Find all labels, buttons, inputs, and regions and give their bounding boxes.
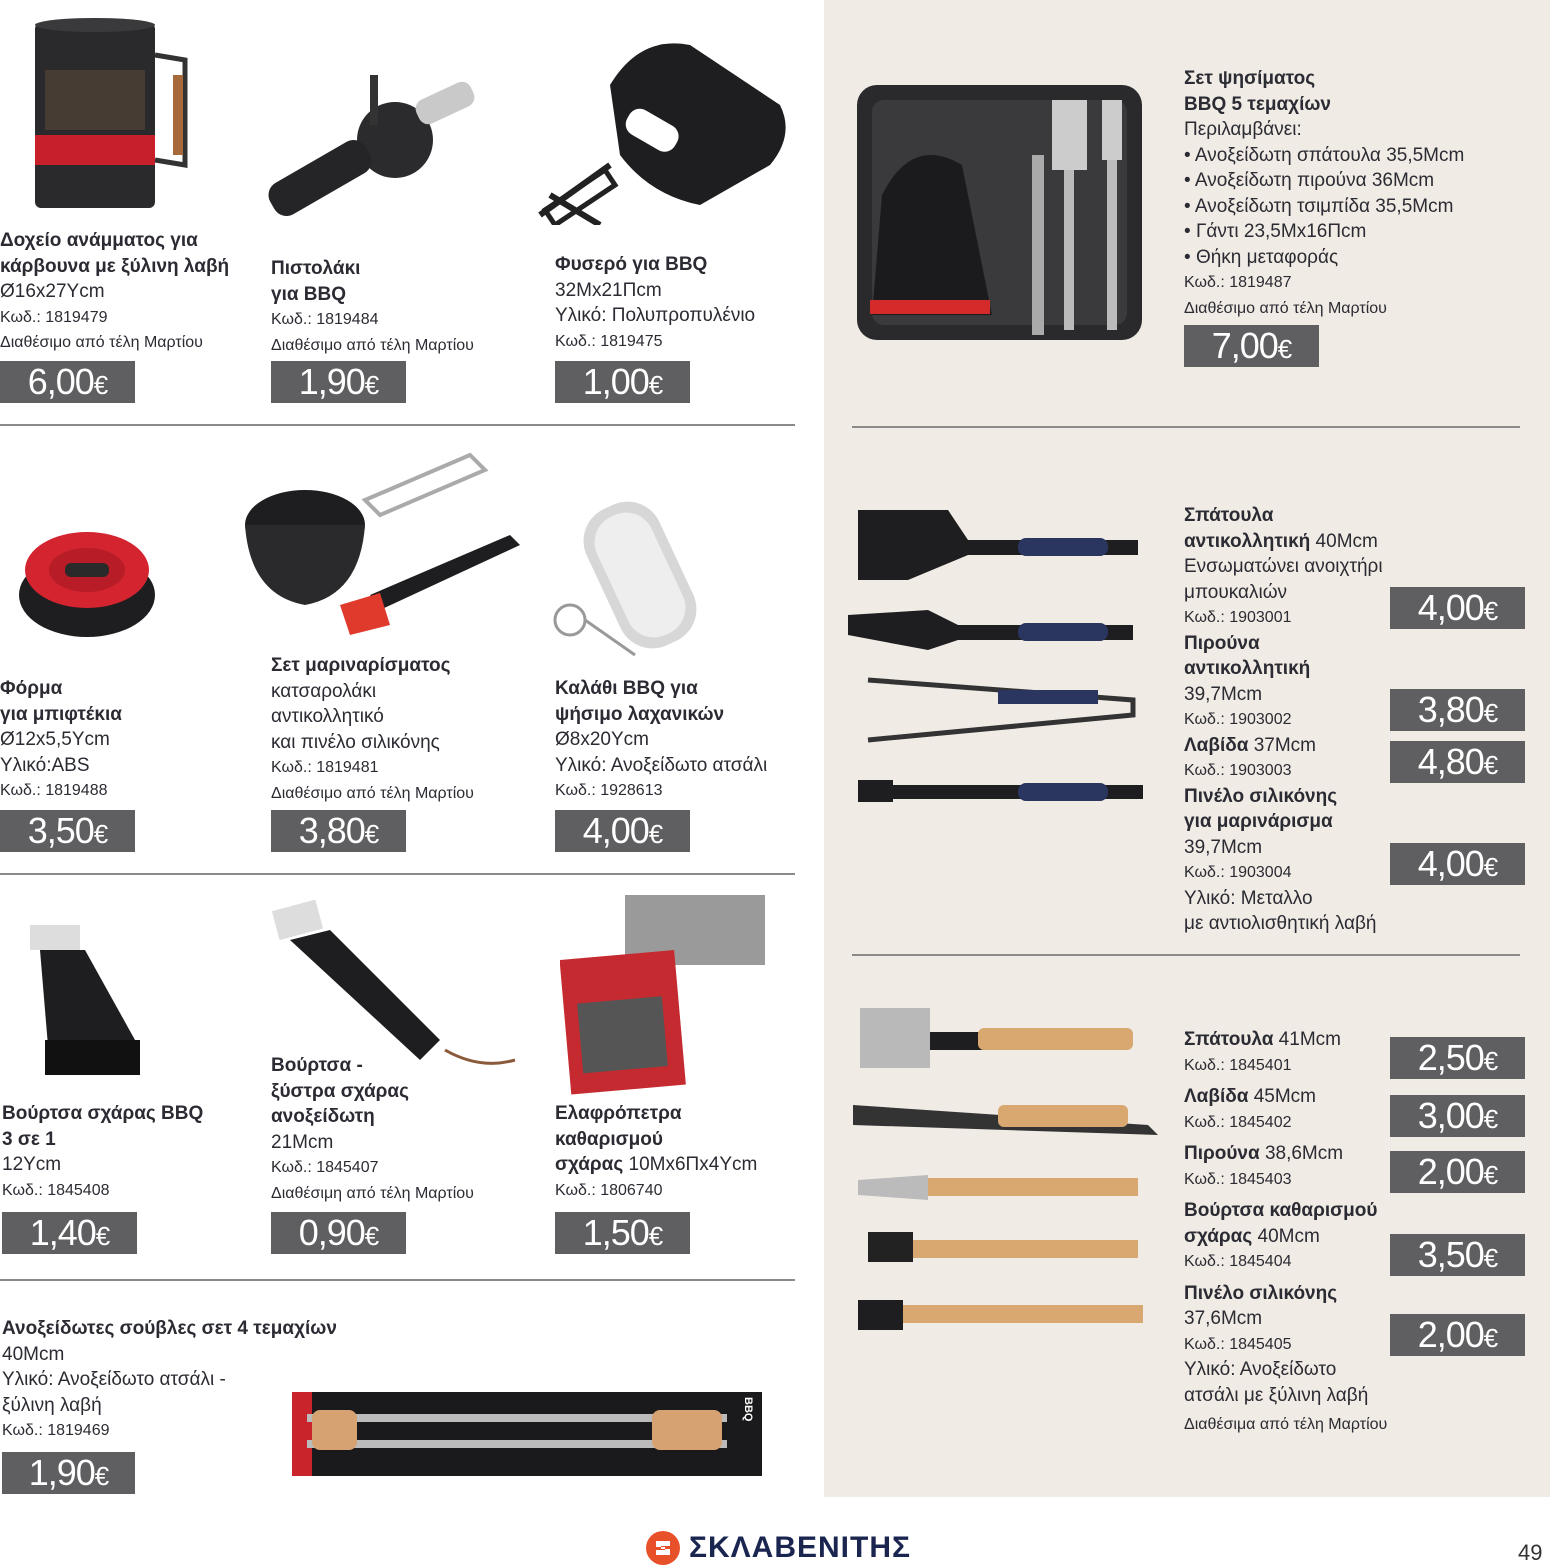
product-detail: 45Mcm [1248, 1086, 1317, 1107]
product-text-marinade-set [271, 653, 474, 806]
product-code: Κωδ.: 1845407 [271, 1159, 379, 1176]
price-tag: 4,00€ [1390, 587, 1525, 629]
pumice-stone-image [560, 890, 770, 1095]
availability-note: Διαθέσιμο από τέλη Μαρτίου [1184, 299, 1387, 317]
set-item: • Θήκη μεταφοράς [1184, 246, 1339, 268]
price-tag: 4,00€ [555, 810, 690, 852]
set-item: • Γάντι 23,5Mx16Πcm [1184, 221, 1367, 242]
product-text-grill-brush-3in1 [2, 1101, 203, 1203]
product-title-line: Σετ ψησίματος [1184, 68, 1316, 89]
product-title-line: Πινέλο σιλικόνης [1184, 1282, 1338, 1304]
product-title-line: Πιστολάκι [271, 258, 361, 279]
product-detail: 21Mcm [271, 1131, 334, 1153]
product-title-line: Σετ μαριναρίσματος [271, 655, 451, 676]
product-code: Κωδ.: 1845401 [1184, 1056, 1292, 1074]
price-tag: 4,00€ [1390, 843, 1525, 885]
price-tag: 1,90€ [271, 361, 406, 403]
product-detail: Υλικό: Ανοξείδωτο [1184, 1359, 1337, 1380]
product-code: Κωδ.: 1819469 [2, 1422, 110, 1439]
product-title-line: καθαρισμού [555, 1128, 663, 1150]
product-detail: αντικολλητικό [271, 706, 384, 727]
divider [852, 954, 1520, 956]
product-title-line: Ελαφρόπετρα [555, 1103, 682, 1124]
product-detail: Ø8x20Ycm [555, 729, 649, 750]
product-title-line: Βούρτσα καθαρισμού [1184, 1200, 1378, 1221]
price-tag: 2,00€ [1390, 1151, 1525, 1193]
product-text-chimney [0, 228, 229, 356]
product-title-line: ξύστρα σχάρας [271, 1080, 409, 1102]
bbq-set-case-image [852, 75, 1147, 345]
product-detail: 12Ycm [2, 1154, 62, 1175]
product-code: Κωδ.: 1903002 [1184, 711, 1292, 728]
product-detail: με αντιολισθητική λαβή [1184, 913, 1377, 934]
burger-press-image [15, 515, 165, 640]
blower-image [255, 70, 485, 230]
product-detail: 40Mcm [2, 1343, 65, 1365]
product-code: Κωδ.: 1819481 [271, 759, 379, 776]
price-tag: 3,80€ [1390, 689, 1525, 731]
product-code: Κωδ.: 1819479 [0, 308, 108, 326]
product-title-line: Ανοξείδωτες σούβλες σετ 4 τεμαχίων [2, 1318, 337, 1339]
price-tag: 2,50€ [1390, 1037, 1525, 1079]
set-item: • Ανοξείδωτη τσιμπίδα 35,5Mcm [1184, 195, 1454, 217]
product-text-pumice [555, 1101, 757, 1203]
availability-note: Διαθέσιμα από τέλη Μαρτίου [1184, 1416, 1388, 1433]
product-title-line: Πιρούνα [1184, 632, 1260, 654]
price-tag: 2,00€ [1390, 1314, 1525, 1356]
product-title-line: Βούρτσα σχάρας BBQ [2, 1103, 204, 1124]
product-detail: Ενσωματώνει ανοιχτήρι [1184, 556, 1383, 577]
product-detail: Υλικό: Ανοξείδωτο ατσάλι - [2, 1369, 226, 1390]
product-title-line: Φυσερό για BBQ [555, 254, 708, 275]
product-code: Κωδ.: 1845408 [2, 1181, 110, 1199]
product-code: Κωδ.: 1845404 [1184, 1253, 1292, 1270]
brand-name: ΣΚΛΑΒΕΝΙΤΗΣ [689, 1531, 912, 1564]
pack-label: BBQ [742, 1397, 754, 1422]
marinade-set-image [240, 445, 530, 655]
product-title-line: Βούρτσα - [271, 1055, 363, 1076]
product-detail: κατσαρολάκι [271, 680, 377, 702]
divider [0, 873, 795, 875]
product-code: Κωδ.: 1819488 [0, 782, 108, 799]
product-title-line: Πιρούνα [1184, 1143, 1260, 1164]
product-title-line: σχάρας [1184, 1225, 1253, 1247]
product-title-line: BBQ 5 τεμαχίων [1184, 93, 1331, 115]
product-detail: μπουκαλιών [1184, 581, 1288, 603]
product-code: Κωδ.: 1845405 [1184, 1335, 1292, 1353]
price-tag: 3,50€ [0, 810, 135, 852]
product-detail: Ø16x27Ycm [0, 281, 105, 302]
product-title-line: Φόρμα [0, 678, 63, 699]
grill-brush-3in1-image [25, 920, 150, 1080]
product-title-line: για μπιφτέκια [0, 703, 122, 725]
product-code: Κωδ.: 1845402 [1184, 1113, 1292, 1131]
product-detail: 38,6Mcm [1259, 1143, 1344, 1164]
product-title-line: Δοχείο ανάμματος για [0, 230, 198, 251]
product-title-line: 3 σε 1 [2, 1128, 56, 1150]
set-item: • Ανοξείδωτη πιρούνα 36Mcm [1184, 170, 1435, 191]
divider [852, 426, 1520, 428]
price-tag: 7,00€ [1184, 325, 1319, 367]
price-tag: 3,80€ [271, 810, 406, 852]
product-title-line: αντικολλητική [1184, 530, 1311, 552]
set-item: • Ανοξείδωτη σπάτουλα 35,5Mcm [1184, 144, 1465, 166]
product-detail: 40Mcm [1252, 1225, 1320, 1247]
product-title-line: Σπάτουλα [1184, 1029, 1274, 1050]
product-text-bellows [555, 252, 755, 354]
divider [0, 1279, 795, 1281]
product-detail: ατσάλι με ξύλινη λαβή [1184, 1384, 1369, 1406]
product-code: Κωδ.: 1819484 [271, 311, 379, 328]
product-text-blower [271, 256, 474, 358]
price-tag: 0,90€ [271, 1212, 406, 1254]
product-code: Κωδ.: 1928613 [555, 782, 663, 799]
product-title-line: για BBQ [271, 283, 347, 305]
availability-note: Διαθέσιμη από τέλη Μαρτίου [271, 1184, 474, 1202]
product-text-skewers [2, 1316, 337, 1444]
product-detail: 10Mx6Πx4Ycm [623, 1154, 758, 1175]
price-tag: 3,50€ [1390, 1234, 1525, 1276]
product-detail: Υλικό: Πολυπροπυλένιο [555, 305, 756, 326]
product-title-line: για μαρινάρισμα [1184, 811, 1333, 832]
product-detail: 39,7Mcm [1184, 836, 1263, 858]
price-tag: 1,50€ [555, 1212, 690, 1254]
price-tag: 1,90€ [2, 1452, 135, 1494]
product-title-line: αντικολλητική [1184, 658, 1311, 679]
product-detail: ξύλινη λαβή [2, 1394, 102, 1416]
availability-note: Διαθέσιμο από τέλη Μαρτίου [0, 334, 203, 351]
price-tag: 4,80€ [1390, 741, 1525, 783]
set5-text [1184, 66, 1464, 321]
product-title-line: Λαβίδα [1184, 1086, 1249, 1107]
product-detail: 40Mcm [1310, 530, 1378, 552]
product-code: Κωδ.: 1819487 [1184, 274, 1292, 291]
product-text-scraper-brush [271, 1053, 474, 1206]
brand-logo [645, 1530, 911, 1566]
page-number: 49 [1518, 1540, 1543, 1565]
price-tag: 3,00€ [1390, 1095, 1525, 1137]
product-code: Κωδ.: 1903004 [1184, 864, 1292, 881]
product-text-burger-press [0, 676, 122, 804]
vegetable-basket-image [550, 490, 785, 665]
product-detail: 37,6Mcm [1184, 1308, 1263, 1329]
availability-note: Διαθέσιμο από τέλη Μαρτίου [271, 336, 474, 354]
product-title-line: Λαβίδα [1184, 734, 1249, 756]
wooden-text [1184, 1027, 1387, 1438]
nonstick-tools-image [848, 500, 1148, 820]
product-title-line: Καλάθι BBQ για [555, 678, 698, 699]
product-text-vegetable-basket [555, 676, 767, 804]
brand-logo-icon [645, 1530, 681, 1566]
product-detail: 37Mcm [1248, 734, 1317, 756]
product-detail: 39,7Mcm [1184, 683, 1263, 705]
product-title-line: κάρβουνα με ξύλινη λαβή [0, 255, 230, 277]
product-code: Κωδ.: 1903003 [1184, 762, 1292, 779]
product-code: Κωδ.: 1903001 [1184, 609, 1292, 626]
product-detail: Ø12x5,5Ycm [0, 729, 110, 750]
product-detail: Υλικό:ABS [0, 754, 90, 776]
skewers-pack-image [292, 1392, 762, 1476]
price-tag: 1,00€ [555, 361, 690, 403]
product-code: Κωδ.: 1845403 [1184, 1170, 1292, 1188]
wooden-tools-image [848, 1000, 1168, 1340]
price-tag: 6,00€ [0, 361, 135, 403]
product-title-line: Σπάτουλα [1184, 505, 1274, 526]
product-title-line: ψήσιμο λαχανικών [555, 703, 725, 725]
product-detail: 32Mx21Πcm [555, 279, 662, 301]
product-detail: Υλικό: Μεταλλο [1184, 887, 1313, 909]
includes-label: Περιλαμβάνει: [1184, 119, 1302, 140]
nonstick-text [1184, 503, 1383, 937]
price-tag: 1,40€ [2, 1212, 137, 1254]
bellows-image [530, 25, 800, 225]
product-detail: 41Mcm [1273, 1029, 1341, 1050]
product-detail: και πινέλο σιλικόνης [271, 731, 440, 753]
product-title-line: ανοξείδωτη [271, 1106, 375, 1127]
product-code: Κωδ.: 1819475 [555, 332, 663, 350]
product-title-line: Πινέλο σιλικόνης [1184, 785, 1338, 807]
product-title-line: σχάρας [555, 1154, 624, 1175]
divider [0, 424, 795, 426]
product-detail: Υλικό: Ανοξείδωτο ατσάλι [555, 754, 768, 776]
product-code: Κωδ.: 1806740 [555, 1181, 663, 1199]
availability-note: Διαθέσιμο από τέλη Μαρτίου [271, 784, 474, 802]
chimney-starter-image [20, 15, 200, 210]
